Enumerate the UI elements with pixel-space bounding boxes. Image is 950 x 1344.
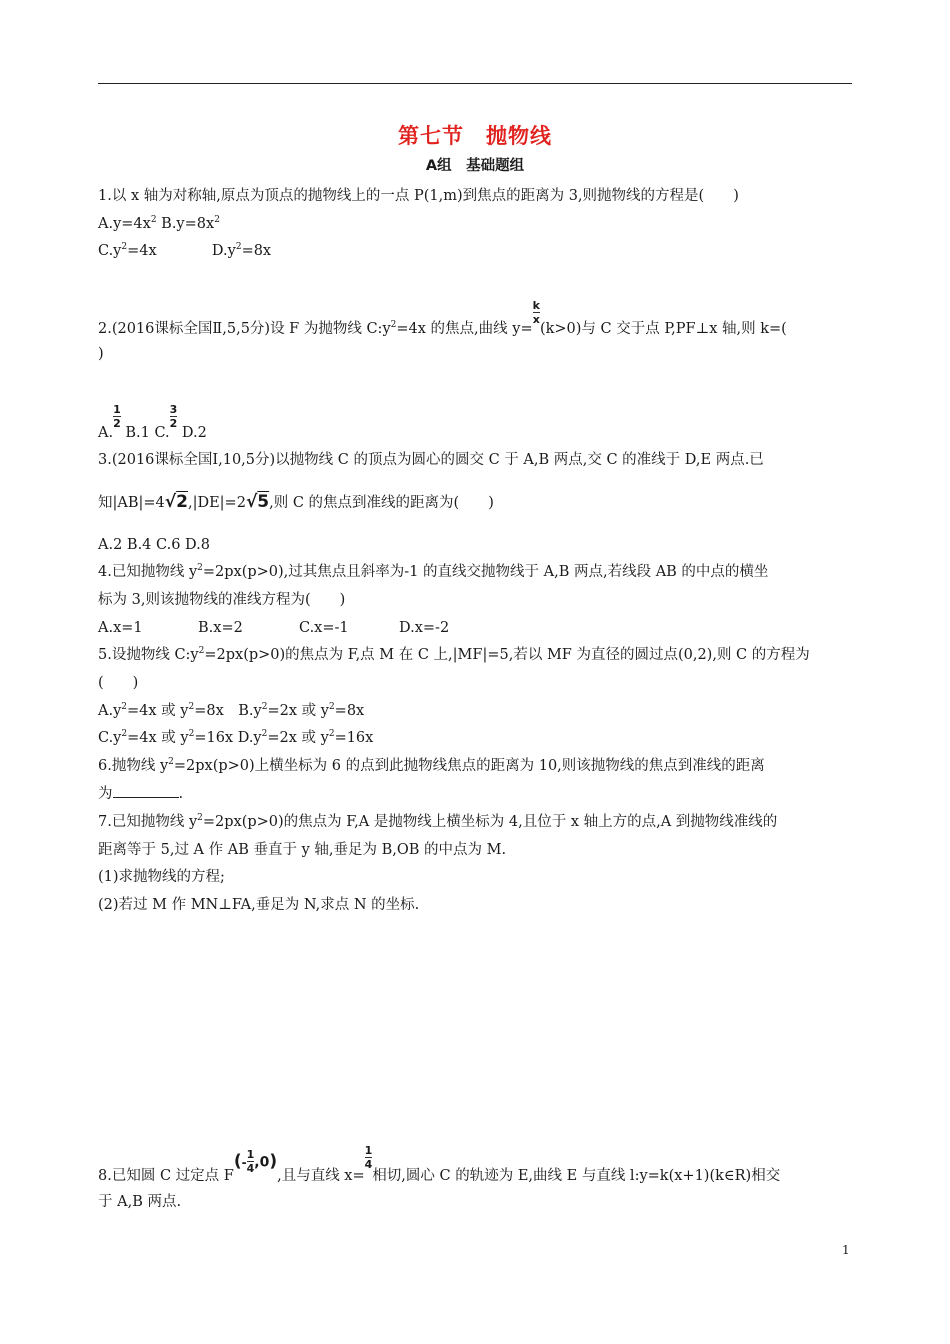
q8-line2: 于 A,B 两点.: [98, 1194, 182, 1210]
point-f-coordinates: (- $\frac{1}{4}$ ,0): [233, 1147, 278, 1175]
fraction-k-over-x: $\frac{k}{x}$: [532, 299, 540, 326]
q3-options: A.2 B.4 C.6 D.8: [98, 537, 210, 553]
q2-options: A. $\frac{1}{2}$ B.1 C. $\frac{3}{2}$ D.2: [98, 403, 207, 441]
q3-line2: 知|AB|=4√2,|DE|=2√5,则 C 的焦点到准线的距离为( ): [98, 492, 494, 512]
q7-part1: (1)求抛物线的方程;: [98, 869, 225, 885]
q4-line2: 标为 3,则该抛物线的准线方程为( ): [98, 592, 346, 608]
group-subtitle: A组 基础题组: [425, 158, 525, 174]
q5-line1: 5.设抛物线 $C:y^2=2px(p>0)$的焦点为 F,点 M 在 C 上,|MF|=5,若以 MF 为直径的圆过点(0,2),则 C 的方程为: [98, 646, 810, 663]
q5-options-cd: $C.y^2=4x$ 或 $y^2=16x$ $D.y^2=2x$ 或 $y^2=16x$: [98, 729, 374, 746]
header-rule: [98, 83, 852, 84]
q6-line2: 为 .: [98, 786, 184, 802]
answer-blank: [113, 785, 179, 798]
q6-line1: 6.抛物线 $y^2=2px(p>0)$上横坐标为 6 的点到此抛物线焦点的距离为 10,则该抛物线的焦点到准线的距离: [98, 757, 765, 774]
q2-stem-cont: ): [98, 346, 104, 362]
q4-line1: 4.已知抛物线 $y^2=2px(p>0)$,过其焦点且斜率为-1 的直线交抛物线于 A,B 两点,若线段 AB 的中点的横坐: [98, 563, 769, 580]
q1-options-ab: $A.y=4x^2$ $B.y=8x^2$: [98, 215, 220, 232]
sqrt-2: √2: [164, 492, 188, 512]
q5-options-ab: $A.y^2=4x$ 或 $y^2=8x$ $B.y^2=2x$ 或 $y^2=8x$: [98, 702, 365, 719]
q8-line1: 8.已知圆 C 过定点 F(- $\frac{1}{4}$ ,0),且与直线 x= $\frac{1}{4}$ 相切,圆心 C 的轨迹为 E,曲线 E 与直线 l:y=k(x+1)(k∈R)相交: [98, 1144, 781, 1184]
q4-opt-d: D.x=-2: [399, 620, 450, 636]
q4-opt-a: A.x=1: [98, 620, 143, 636]
sqrt-5: √5: [245, 492, 270, 512]
q1-stem: 1.以 x 轴为对称轴,原点为顶点的抛物线上的一点 P(1,m)到焦点的距离为 3,则抛物线的方程是( ): [98, 188, 739, 204]
q4-opt-b: B.x=2: [198, 620, 243, 636]
section-title: 第七节 抛物线: [398, 124, 552, 148]
q3-line1: 3.(2016课标全国Ⅰ,10,5分)以抛物线 C 的顶点为圆心的圆交 C 于 A,B 两点,交 C 的准线于 D,E 两点.已: [98, 452, 764, 468]
page-number: 1: [842, 1243, 850, 1257]
q7-part2: (2)若过 M 作 MN⊥FA,垂足为 N,求点 N 的坐标.: [98, 897, 420, 913]
q5-line2: ( ): [98, 675, 139, 691]
fraction-one-quarter: $\frac{1}{4}$: [364, 1144, 373, 1171]
fraction-three-halves: $\frac{3}{2}$: [169, 403, 178, 430]
q7-line2: 距离等于 5,过 A 作 AB 垂直于 y 轴,垂足为 B,OB 的中点为 M.: [98, 842, 507, 858]
q7-line1: 7.已知抛物线 $y^2=2px(p>0)$的焦点为 F,A 是抛物线上横坐标为 4,且位于 x 轴上方的点,A 到抛物线准线的: [98, 813, 778, 830]
q4-opt-c: C.x=-1: [299, 620, 349, 636]
q1-options-cd: $C.y^2=4x$ $D.y^2=8x$: [98, 242, 272, 259]
q2-stem: 2.(2016课标全国Ⅱ,5,5分)设 F 为抛物线 $C:y^2=4x$ 的焦点,曲线 y= $\frac{k}{x}$ (k>0)与 C 交于点 P,PF⊥x 轴,则 k=(: [98, 299, 787, 337]
fraction-one-half: $\frac{1}{2}$: [113, 403, 121, 430]
